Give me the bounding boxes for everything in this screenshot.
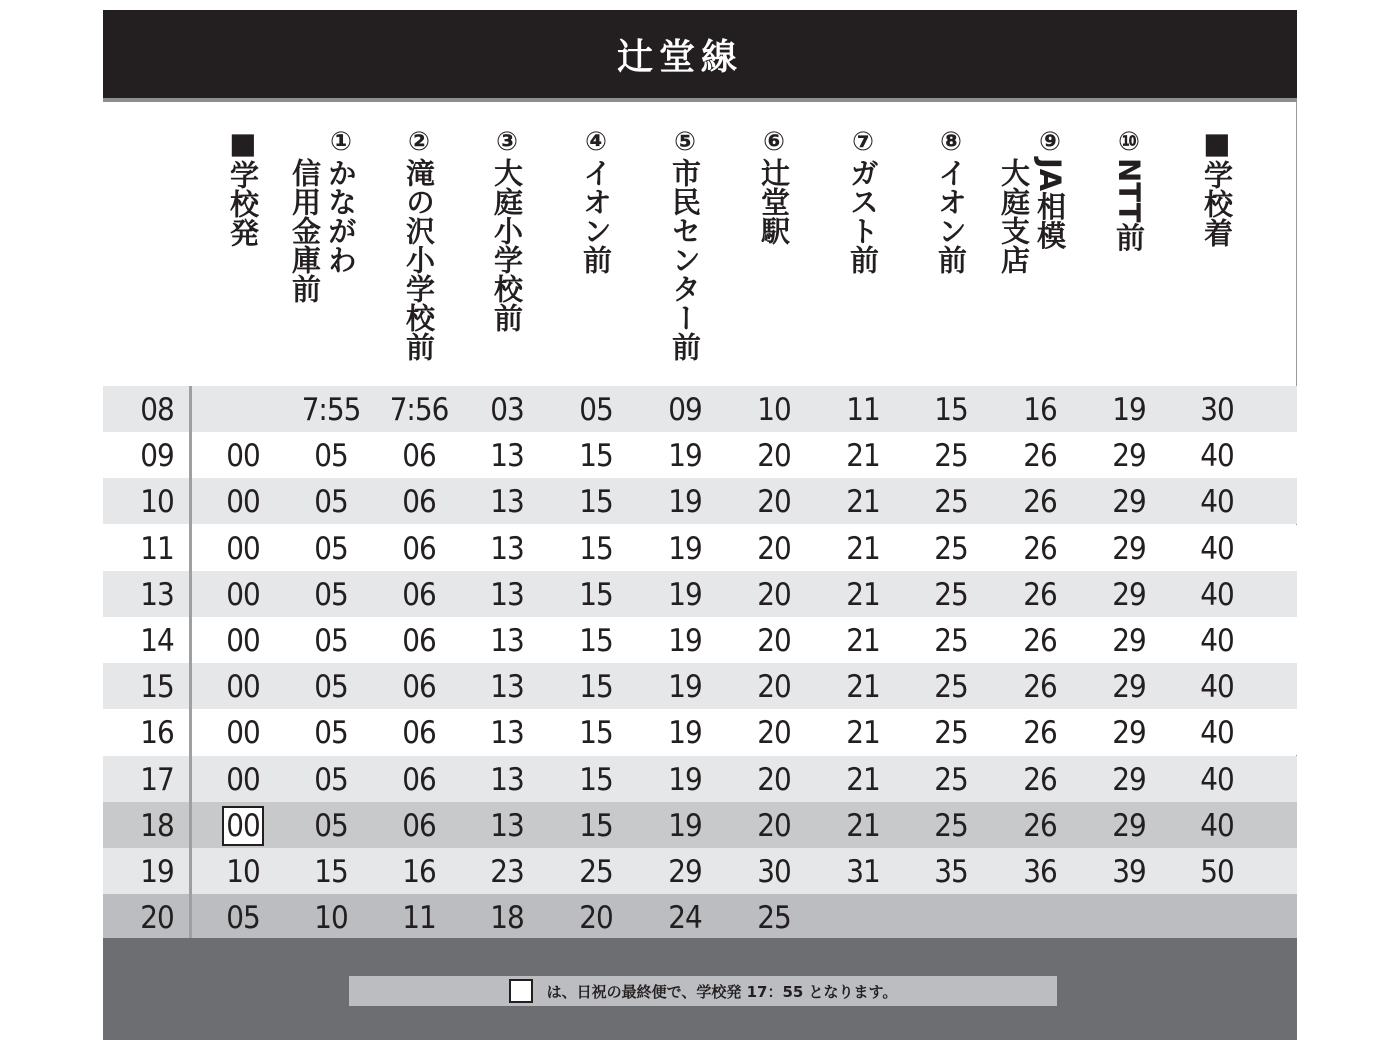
time-cell: 20 [579, 900, 613, 937]
time-cell: 40 [1200, 623, 1234, 659]
time-cell: 13 [490, 669, 524, 706]
time-cell: 30 [1200, 392, 1234, 428]
time-cell: 40 [1200, 761, 1234, 798]
time-cell: 06 [402, 669, 436, 706]
time-cell: 00 [226, 669, 260, 706]
time-cell: 05 [314, 807, 348, 844]
time-cell: 26 [1023, 530, 1057, 567]
time-cell: 15 [579, 623, 613, 659]
time-cell: 15 [314, 854, 348, 890]
stop-header-line [1033, 126, 1067, 386]
time-cell: 13 [490, 761, 524, 798]
time-cell: 05 [314, 761, 348, 798]
time-cell: 20 [757, 530, 791, 567]
stop-header [578, 126, 614, 386]
table-row [103, 525, 1297, 571]
time-cell: 06 [402, 715, 436, 752]
stop-label: 大庭支店 [997, 158, 1031, 274]
hour-cell: 13 [140, 576, 174, 613]
stop-header [1111, 126, 1147, 386]
time-cell: 21 [846, 669, 880, 706]
time-cell: 25 [934, 715, 968, 752]
stop-number: ⑥ [762, 127, 785, 157]
time-cell: 15 [579, 715, 613, 752]
time-cell: 31 [846, 854, 880, 890]
time-cell: 19 [1112, 392, 1146, 428]
time-cell: 09 [668, 392, 702, 428]
time-cell [1177, 894, 1257, 940]
time-cell: 20 [757, 576, 791, 613]
time-cell: 35 [934, 854, 968, 890]
time-cell: 06 [402, 438, 436, 475]
time-cell: 29 [668, 854, 702, 890]
time-cell [203, 802, 283, 848]
time-cell: 15 [579, 669, 613, 706]
time-cell: 06 [402, 530, 436, 567]
stop-header-line [934, 126, 968, 386]
time-cell: 19 [668, 761, 702, 798]
time-cell: 21 [846, 484, 880, 521]
stop-number-spacer [997, 126, 1031, 158]
time-cell: 25 [934, 669, 968, 706]
time-cell: 29 [1112, 576, 1146, 613]
time-cell: 05 [226, 900, 260, 937]
time-cell [911, 894, 991, 940]
table-row [103, 432, 1297, 478]
time-cell: 25 [934, 623, 968, 659]
time-cell: 10 [314, 900, 348, 937]
hour-cell: 17 [140, 761, 174, 798]
stop-header-line [402, 126, 436, 386]
stop-number: ⑧ [939, 127, 962, 157]
time-cell: 23 [490, 854, 524, 890]
time-cell: 15 [934, 392, 968, 428]
footer [103, 938, 1297, 1040]
time-cell: 05 [314, 530, 348, 567]
hour-cell: 10 [140, 484, 174, 521]
table-row [103, 571, 1297, 617]
table-row [103, 709, 1297, 755]
time-cell: 29 [1112, 761, 1146, 798]
stop-header [996, 126, 1068, 386]
time-cell: 25 [757, 900, 791, 937]
stop-header-line [226, 126, 260, 386]
time-cell: 15 [579, 438, 613, 475]
time-cell: 39 [1112, 854, 1146, 890]
time-cell: 06 [402, 807, 436, 844]
stop-label: 滝の沢小学校前 [402, 158, 436, 361]
time-cell: 05 [314, 576, 348, 613]
stop-header-line [579, 126, 613, 386]
time-cell: 21 [846, 530, 880, 567]
stop-number: ⑤ [673, 127, 696, 157]
table-row [103, 386, 1297, 432]
stop-header-line [1200, 126, 1234, 386]
time-cell: 11 [402, 900, 436, 937]
stop-label: 大庭小学校前 [490, 158, 524, 332]
time-cell: 7:55 [301, 392, 361, 428]
time-cell: 03 [490, 392, 524, 428]
time-cell: 50 [1200, 854, 1234, 890]
time-cell [1000, 894, 1080, 940]
stop-header [667, 126, 703, 386]
time-cell: 21 [846, 438, 880, 475]
time-cell: 00 [226, 623, 260, 659]
stop-label: イオン前 [579, 158, 613, 274]
stop-header-line [757, 126, 791, 386]
stop-header-line [668, 126, 702, 386]
timetable [103, 10, 1297, 1040]
time-cell: 40 [1200, 669, 1234, 706]
stop-header [933, 126, 969, 386]
hour-cell: 15 [140, 669, 174, 706]
time-cell: 06 [402, 576, 436, 613]
time-cell: 13 [490, 576, 524, 613]
time-cell: 06 [402, 623, 436, 659]
hour-cell: 08 [140, 392, 174, 428]
time-cell: 21 [846, 576, 880, 613]
time-cell: 25 [934, 438, 968, 475]
stop-label: NTT前 [1112, 158, 1146, 252]
time-cell: 21 [846, 623, 880, 659]
table-row [103, 802, 1297, 848]
time-cell: 40 [1200, 576, 1234, 613]
time-cell: 30 [757, 854, 791, 890]
time-cell: 25 [579, 854, 613, 890]
stop-header [489, 126, 525, 386]
time-cell: 26 [1023, 576, 1057, 613]
page-title: 辻堂線 [616, 36, 743, 78]
time-cell: 29 [1112, 807, 1146, 844]
time-cell: 26 [1023, 484, 1057, 521]
stop-header [287, 126, 359, 386]
time-cell: 05 [314, 623, 348, 659]
time-cell: 21 [846, 807, 880, 844]
time-cell: 06 [402, 761, 436, 798]
time-cell: 25 [934, 576, 968, 613]
time-cell: 19 [668, 438, 702, 475]
note-bar [349, 976, 1057, 1006]
time-cell: 00 [226, 530, 260, 567]
table-row [103, 617, 1297, 663]
time-cell: 00 [226, 438, 260, 475]
hour-cell: 19 [140, 854, 174, 890]
table-row [103, 663, 1297, 709]
stop-label: ■学校発 [226, 126, 260, 247]
stop-header-line [490, 126, 524, 386]
time-cell: 00 [226, 484, 260, 521]
time-cell: 05 [314, 715, 348, 752]
time-cell: 20 [757, 761, 791, 798]
time-cell: 40 [1200, 438, 1234, 475]
stop-number: ③ [495, 127, 518, 157]
time-cell: 19 [668, 807, 702, 844]
time-cell: 21 [846, 761, 880, 798]
time-cell: 05 [579, 392, 613, 428]
stop-label: ガスト前 [846, 158, 880, 274]
time-cell: 10 [226, 854, 260, 890]
time-cell: 13 [490, 807, 524, 844]
stop-header-line [846, 126, 880, 386]
stop-header-line [1112, 126, 1146, 386]
time-cell: 10 [757, 392, 791, 428]
stop-number: ⑨ [1038, 127, 1061, 157]
stop-header [1199, 126, 1235, 386]
time-cell: 19 [668, 576, 702, 613]
time-cell: 15 [579, 576, 613, 613]
time-cell: 00 [226, 715, 260, 752]
time-cell: 15 [579, 761, 613, 798]
time-cell: 20 [757, 807, 791, 844]
time-cell: 06 [402, 484, 436, 521]
time-cell: 40 [1200, 530, 1234, 567]
stop-header-line [324, 126, 358, 386]
stop-label: 信用金庫前 [288, 158, 322, 303]
stop-label: 辻堂駅 [757, 158, 791, 245]
hour-cell: 09 [140, 438, 174, 475]
stop-number: ④ [584, 127, 607, 157]
time-cell: 15 [579, 807, 613, 844]
time-cell: 29 [1112, 669, 1146, 706]
time-cell: 7:56 [389, 392, 449, 428]
table-row [103, 756, 1297, 802]
time-cell: 26 [1023, 761, 1057, 798]
stop-number: ⑦ [851, 127, 874, 157]
time-cell: 18 [490, 900, 524, 937]
time-cell: 25 [934, 484, 968, 521]
stop-label: JA相模 [1033, 158, 1067, 250]
time-cell: 40 [1200, 484, 1234, 521]
stop-header [225, 126, 261, 386]
time-cell [203, 386, 283, 432]
time-cell [823, 894, 903, 940]
time-cell: 00 [226, 576, 260, 613]
time-cell: 20 [757, 669, 791, 706]
time-cell: 40 [1200, 807, 1234, 844]
time-cell: 25 [934, 761, 968, 798]
time-cell: 15 [579, 484, 613, 521]
time-cell: 29 [1112, 715, 1146, 752]
time-cell: 05 [314, 669, 348, 706]
time-cell: 00 [226, 761, 260, 798]
time-cell: 05 [314, 438, 348, 475]
time-cell: 29 [1112, 438, 1146, 475]
time-cell: 13 [490, 438, 524, 475]
time-cell: 36 [1023, 854, 1057, 890]
time-cell: 26 [1023, 438, 1057, 475]
time-cell: 11 [846, 392, 880, 428]
hour-cell: 11 [140, 530, 174, 567]
time-cell: 24 [668, 900, 702, 937]
time-cell: 25 [934, 807, 968, 844]
stop-number: ② [407, 127, 430, 157]
table-row [103, 894, 1297, 940]
time-cell: 26 [1023, 669, 1057, 706]
note-box-icon [509, 979, 533, 1003]
time-cell: 19 [668, 484, 702, 521]
title-rule [103, 98, 1297, 102]
time-cell: 29 [1112, 623, 1146, 659]
hour-cell: 20 [140, 900, 174, 937]
time-cell: 25 [934, 530, 968, 567]
time-cell: 13 [490, 484, 524, 521]
stop-header-line [288, 126, 322, 386]
hour-cell: 14 [140, 623, 174, 659]
stop-header [845, 126, 881, 386]
stop-label: ■学校着 [1200, 126, 1234, 247]
table-row [103, 848, 1297, 894]
time-cell: 16 [402, 854, 436, 890]
time-cell: 19 [668, 715, 702, 752]
hour-column-divider [189, 386, 192, 938]
boxed-time: 00 [222, 806, 263, 846]
note-text: は、日祝の最終便で、学校発 17：55 となります。 [546, 982, 898, 1001]
time-cell: 15 [579, 530, 613, 567]
time-cell: 29 [1112, 530, 1146, 567]
time-cell: 20 [757, 623, 791, 659]
stop-header-line [997, 126, 1031, 386]
stop-header-row [103, 110, 1297, 382]
time-cell: 26 [1023, 623, 1057, 659]
time-cell: 19 [668, 530, 702, 567]
time-cell: 13 [490, 623, 524, 659]
stop-label: 市民センター前 [668, 158, 702, 361]
time-cell: 29 [1112, 484, 1146, 521]
time-cell: 19 [668, 669, 702, 706]
stop-header [756, 126, 792, 386]
time-cell: 05 [314, 484, 348, 521]
stop-label: かながわ [324, 158, 358, 274]
stop-number-spacer [288, 126, 322, 158]
title-bar [103, 10, 1297, 98]
time-cell: 26 [1023, 715, 1057, 752]
time-cell: 20 [757, 715, 791, 752]
time-cell [1089, 894, 1169, 940]
time-cell: 13 [490, 530, 524, 567]
stop-header [401, 126, 437, 386]
hour-cell: 16 [140, 715, 174, 752]
stop-label: イオン前 [934, 158, 968, 274]
time-cell: 21 [846, 715, 880, 752]
stop-number: ⑩ [1117, 127, 1140, 157]
time-cell: 20 [757, 484, 791, 521]
stop-number: ① [329, 127, 352, 157]
time-cell: 16 [1023, 392, 1057, 428]
time-cell: 13 [490, 715, 524, 752]
time-cell: 40 [1200, 715, 1234, 752]
time-cell: 19 [668, 623, 702, 659]
table-row [103, 478, 1297, 524]
time-cell: 26 [1023, 807, 1057, 844]
hour-cell: 18 [140, 807, 174, 844]
time-cell: 20 [757, 438, 791, 475]
